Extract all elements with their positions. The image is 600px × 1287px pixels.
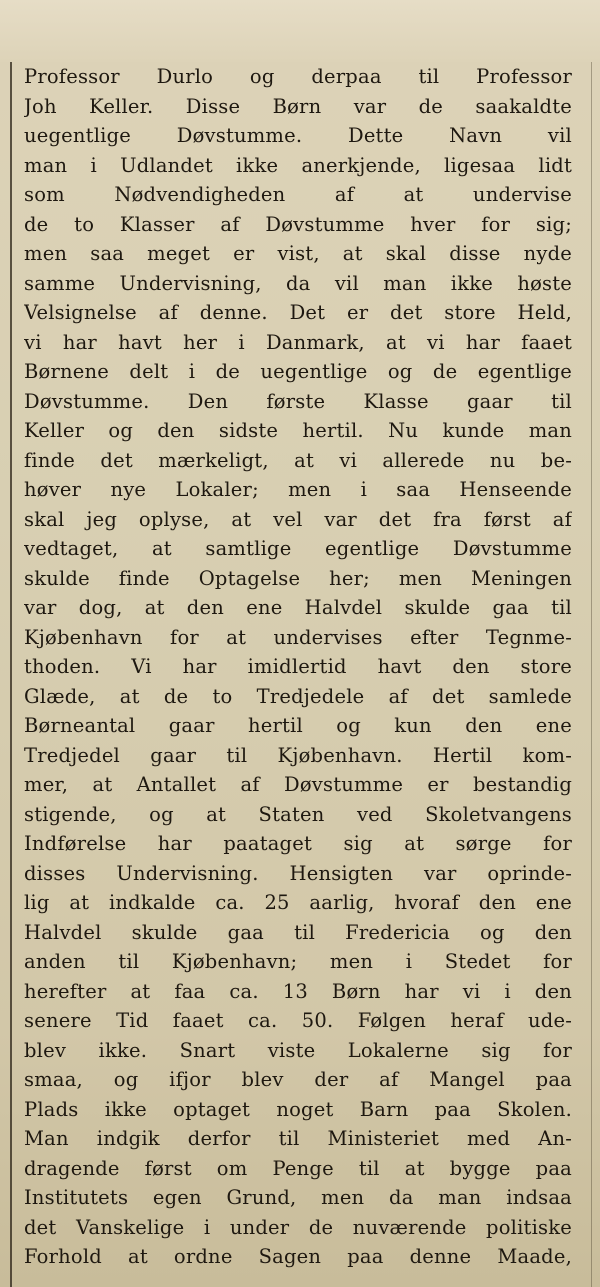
text-line: Velsignelse af denne. Det er det store Held, [24, 301, 572, 324]
text-line: men saa meget er vist, at skal disse nyde [24, 242, 572, 265]
text-line: Professor Durlo og derpaa til Professor [24, 65, 572, 88]
text-line: finde det mærkeligt, at vi allerede nu be- [24, 448, 572, 472]
text-line: høver nye Lokaler; men i saa Henseende [24, 478, 572, 501]
text-line: Forhold at ordne Sagen paa denne Maade, [24, 1245, 572, 1268]
text-line: Børneantal gaar hertil og kun den ene [24, 714, 572, 737]
column-rule-left [10, 62, 12, 1287]
text-line: det Vanskelige i under de nuværende politiske [24, 1215, 572, 1239]
text-line: blev ikke. Snart viste Lokalerne sig for [24, 1038, 572, 1062]
text-line: smaa, og ifjor blev der af Mangel paa [24, 1068, 572, 1091]
text-line: var dog, at den ene Halvdel skulde gaa til [24, 596, 572, 619]
text-line: Tredjedel gaar til Kjøbenhavn. Hertil kom- [24, 743, 572, 767]
text-line: Halvdel skulde gaa til Fredericia og den [24, 920, 572, 944]
text-line: Kjøbenhavn for at undervises efter Tegnme- [24, 625, 572, 649]
text-line: Børnene delt i de uegentlige og de egentlige [24, 360, 572, 383]
text-line: skulde finde Optagelse her; men Meningen [24, 566, 572, 590]
text-line: lig at indkalde ca. 25 aarlig, hvoraf den ene [24, 891, 572, 914]
text-line: mer, at Antallet af Døvstumme er bestandig [24, 773, 572, 796]
text-line: senere Tid faaet ca. 50. Følgen heraf ude- [24, 1009, 572, 1032]
text-line: anden til Kjøbenhavn; men i Stedet for [24, 950, 572, 973]
text-line: disses Undervisning. Hensigten var oprinde- [24, 861, 572, 885]
text-line: dragende først om Penge til at bygge paa [24, 1156, 572, 1180]
text-line: vi har havt her i Danmark, at vi har faaet [24, 330, 572, 354]
text-line: Keller og den sidste hertil. Nu kunde man [24, 419, 572, 442]
text-line: Indførelse har paataget sig at sørge for [24, 832, 572, 855]
text-line: samme Undervisning, da vil man ikke høste [24, 271, 572, 295]
text-line: stigende, og at Staten ved Skoletvangens [24, 802, 572, 826]
page-top-margin [0, 0, 600, 62]
text-line: de to Klasser af Døvstumme hver for sig; [24, 212, 572, 236]
text-line: vedtaget, at samtlige egentlige Døvstumme [24, 537, 572, 560]
text-line: thoden. Vi har imidlertid havt den store [24, 655, 572, 678]
text-line: Glæde, at de to Tredjedele af det samlede [24, 684, 572, 708]
text-line: Joh Keller. Disse Børn var de saakaldte [24, 94, 572, 118]
text-line: man i Udlandet ikke anerkjende, ligesaa lidt [24, 153, 572, 177]
text-line: herefter at faa ca. 13 Børn har vi i den [24, 979, 572, 1003]
article-text-column [24, 62, 572, 1272]
text-line: Man indgik derfor til Ministeriet med An- [24, 1127, 572, 1150]
text-line: Døvstumme. Den første Klasse gaar til [24, 389, 572, 413]
column-edge-right [591, 62, 592, 1287]
text-line: som Nødvendigheden af at undervise [24, 183, 572, 206]
text-line: uegentlige Døvstumme. Dette Navn vil [24, 124, 572, 147]
text-line: Institutets egen Grund, men da man indsaa [24, 1186, 572, 1209]
text-line: skal jeg oplyse, at vel var det fra først af [24, 507, 572, 531]
text-line: Plads ikke optaget noget Barn paa Skolen. [24, 1097, 572, 1121]
